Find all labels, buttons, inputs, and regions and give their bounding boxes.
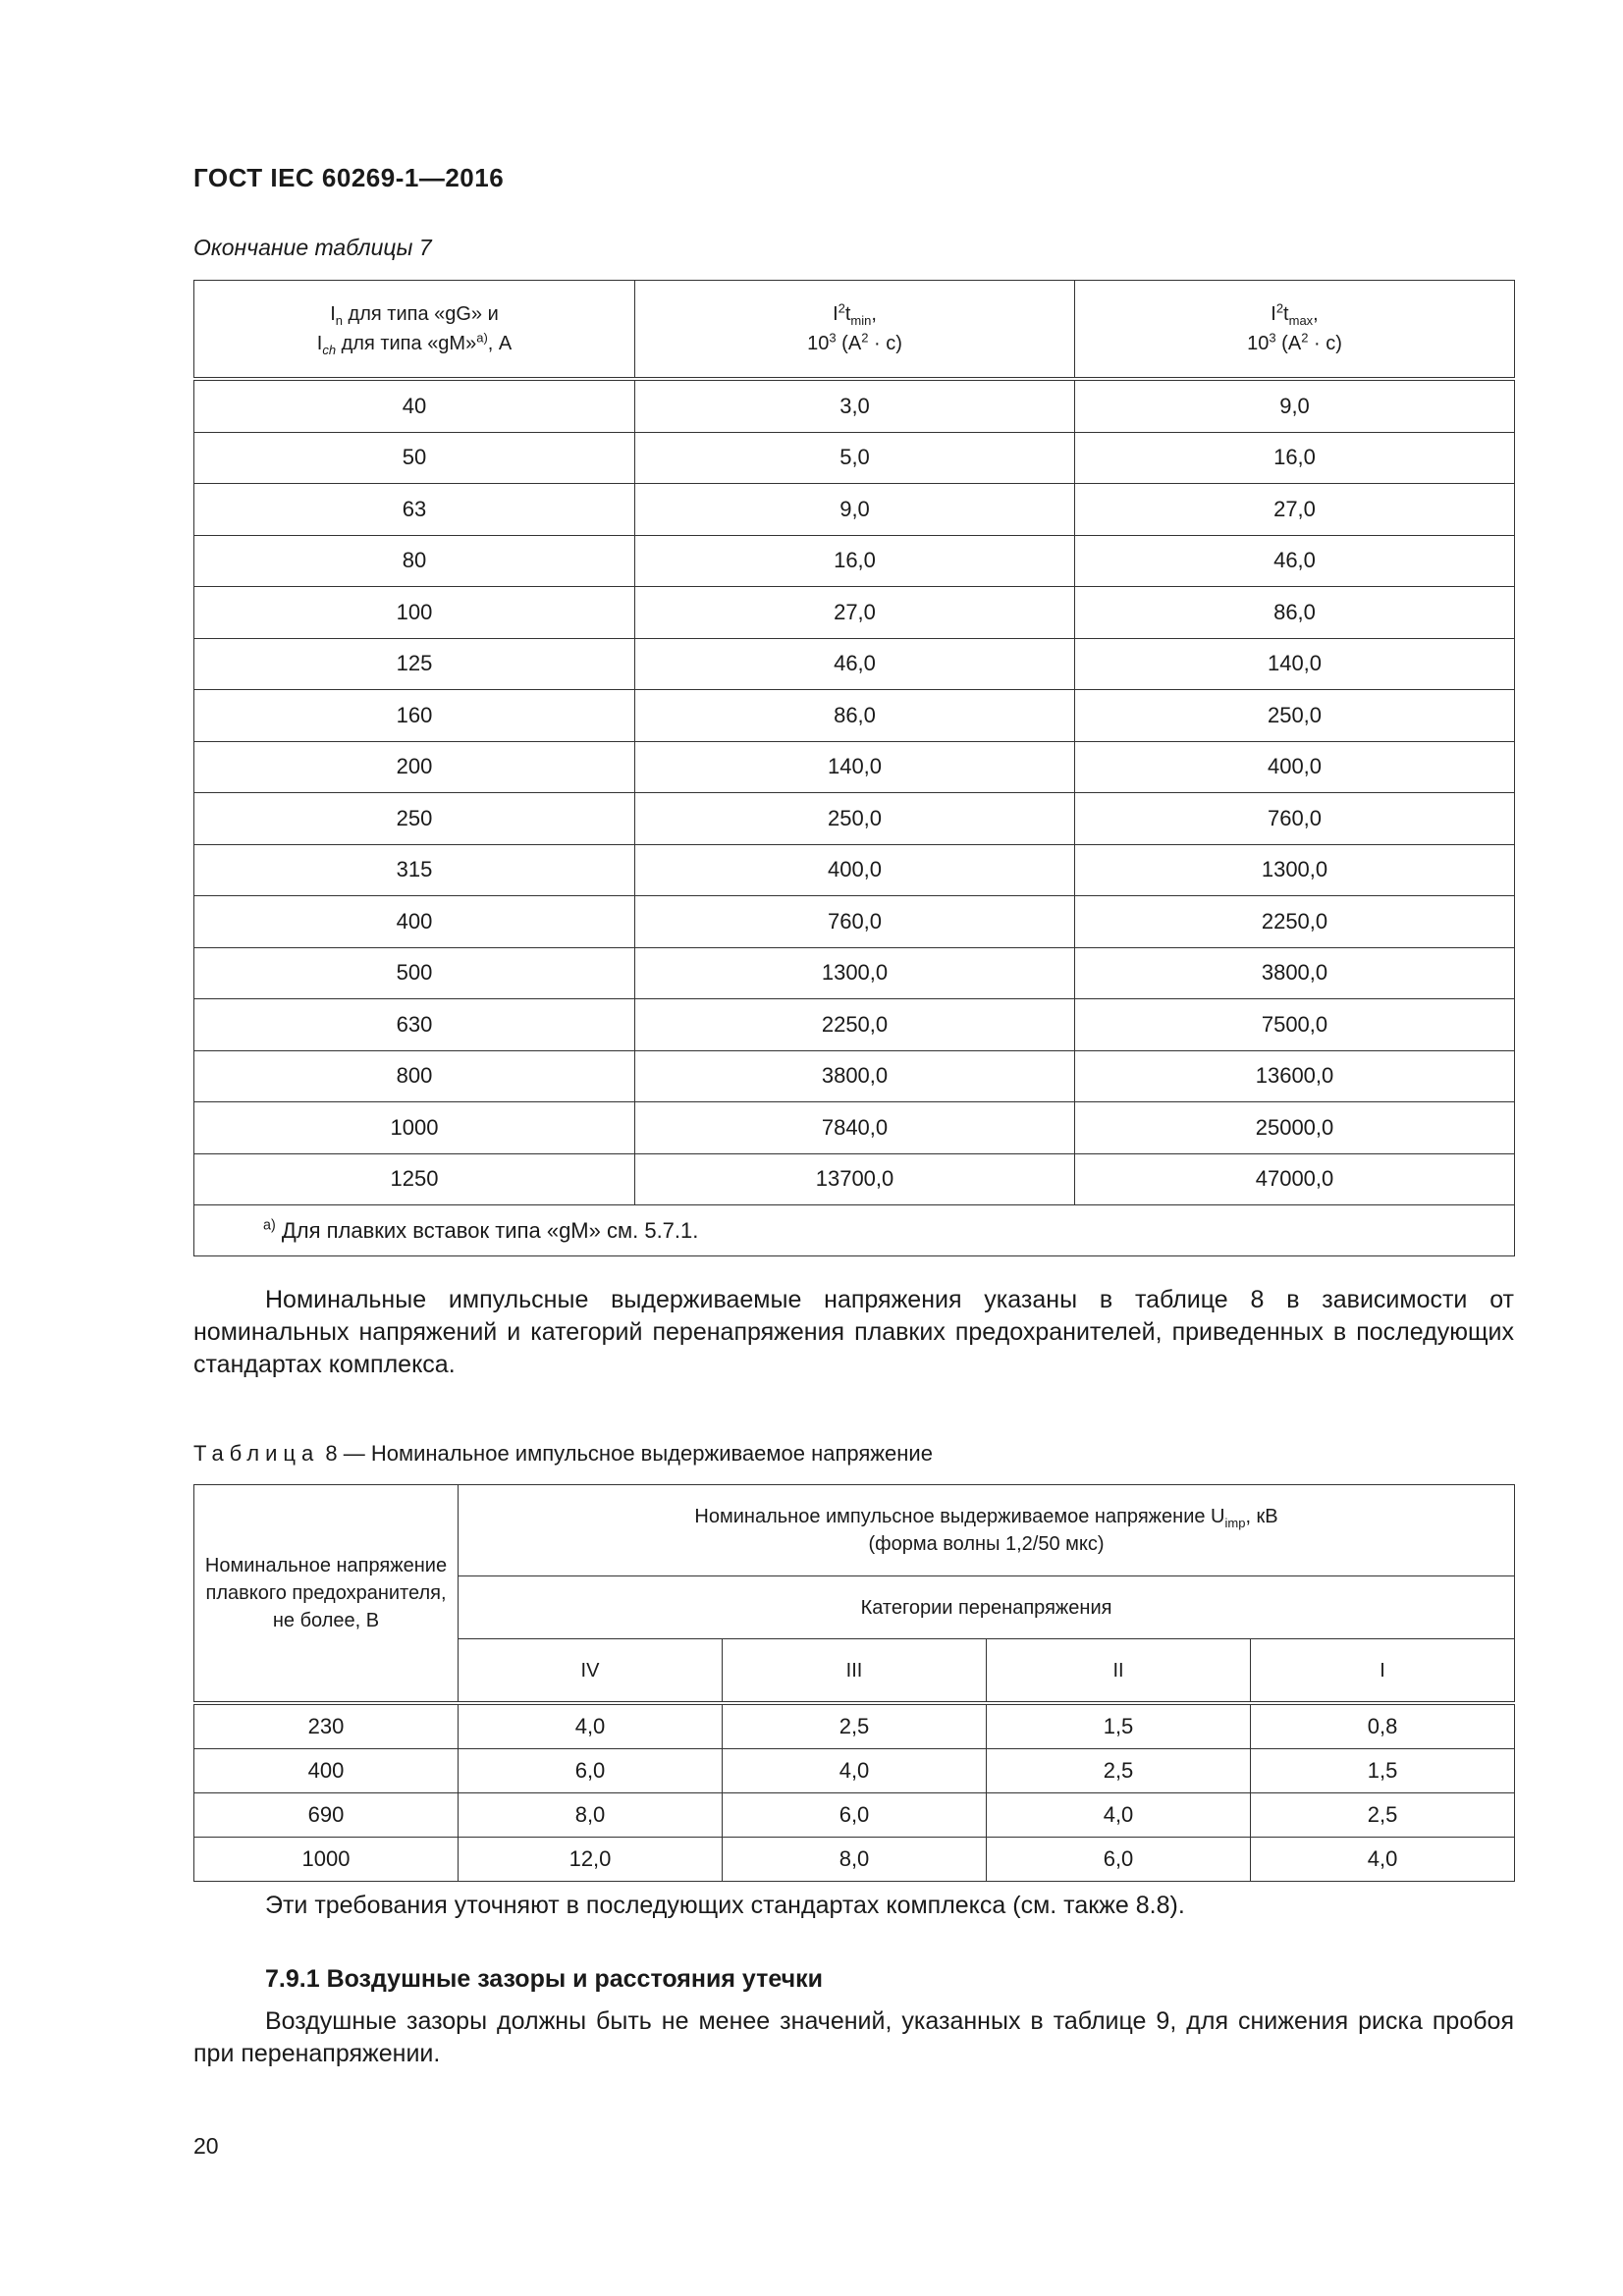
table7-header-i2t-min: $I^2t_{min}$, $10^3$ $(А^2 \cdot с)$ [635,281,1075,380]
table8-category-iii: III [723,1639,987,1704]
table7-footnote: $^{a)}$ Для плавких вставок типа «gM» см. 5.7.1. [194,1205,1515,1256]
table-row: 200 140,0 400,0 [194,741,1515,793]
table-row: 125 46,0 140,0 [194,638,1515,690]
paragraph-clearances: Воздушные зазоры должны быть не менее значений, указанных в таблице 9, для снижения риска пробоя при перенапряжении. [193,2007,1514,2067]
table-row: 80 16,0 46,0 [194,535,1515,587]
table-row: 50 5,0 16,0 [194,432,1515,484]
table8-category-iv: IV [459,1639,723,1704]
table-7 [193,280,1515,1256]
table-row: 1250 13700,0 47000,0 [194,1153,1515,1205]
table7-continuation-label: Окончание таблицы 7 [193,235,432,260]
table8-category-i: I [1251,1639,1515,1704]
table-8 [193,1484,1515,1882]
table-row: 1000 7840,0 25000,0 [194,1102,1515,1154]
table7-header-row [194,281,1515,380]
table8-category-ii: II [987,1639,1251,1704]
table-row: 1000 12,0 8,0 6,0 4,0 [194,1838,1515,1882]
paragraph-impulse-voltages: Номинальные импульсные выдерживаемые напряжения указаны в таблице 8 в зависимости от номинальных напряжений и категорий перенапряжения плавких предохранителей, приведенных в последующих стандартах комплекса. [193,1286,1514,1378]
table8-header-impulse-voltage: Номинальное импульсное выдерживаемое напряжение $U_{imp}$, кВ (форма волны 1,2/50 мкс) [459,1485,1515,1576]
table-row: 230 4,0 2,5 1,5 0,8 [194,1703,1515,1749]
table-row: 315 400,0 1300,0 [194,844,1515,896]
table-row: 690 8,0 6,0 4,0 2,5 [194,1793,1515,1838]
table-row: 800 3800,0 13600,0 [194,1050,1515,1102]
table-row: 160 86,0 250,0 [194,690,1515,742]
table-row: 63 9,0 27,0 [194,484,1515,536]
table8-header-categories: Категории перенапряжения [459,1576,1515,1639]
table8-caption: Таблица 8 — Номинальное импульсное выдерживаемое напряжение [193,1441,933,1466]
table-row: 500 1300,0 3800,0 [194,947,1515,999]
table7-header-rated-current: $I_n$ для типа «gG» и $I_{ch}$ для типа «gM»$^{a)}$, А [194,281,635,380]
table7-footnote-row [194,1205,1515,1256]
section-heading: 7.9.1 Воздушные зазоры и расстояния утечки [265,1965,824,1993]
page-number: 20 [193,2133,219,2159]
table-row: 630 2250,0 7500,0 [194,999,1515,1051]
table8-header-rated-voltage: Номинальное напряжение плавкого предохранителя, не более, В [194,1485,459,1704]
table-row: 250 250,0 760,0 [194,793,1515,845]
table7-header-i2t-max: $I^2t_{max}$, $10^3$ $(А^2 \cdot с)$ [1075,281,1515,380]
paragraph-requirements: Эти требования уточняют в последующих стандартах комплекса (см. также 8.8). [265,1892,1185,1919]
document-header: ГОСТ IEC 60269-1—2016 [193,163,505,192]
table-row: 400 6,0 4,0 2,5 1,5 [194,1749,1515,1793]
table-row: 40 3,0 9,0 [194,379,1515,432]
table-row: 400 760,0 2250,0 [194,896,1515,948]
table-row: 100 27,0 86,0 [194,587,1515,639]
